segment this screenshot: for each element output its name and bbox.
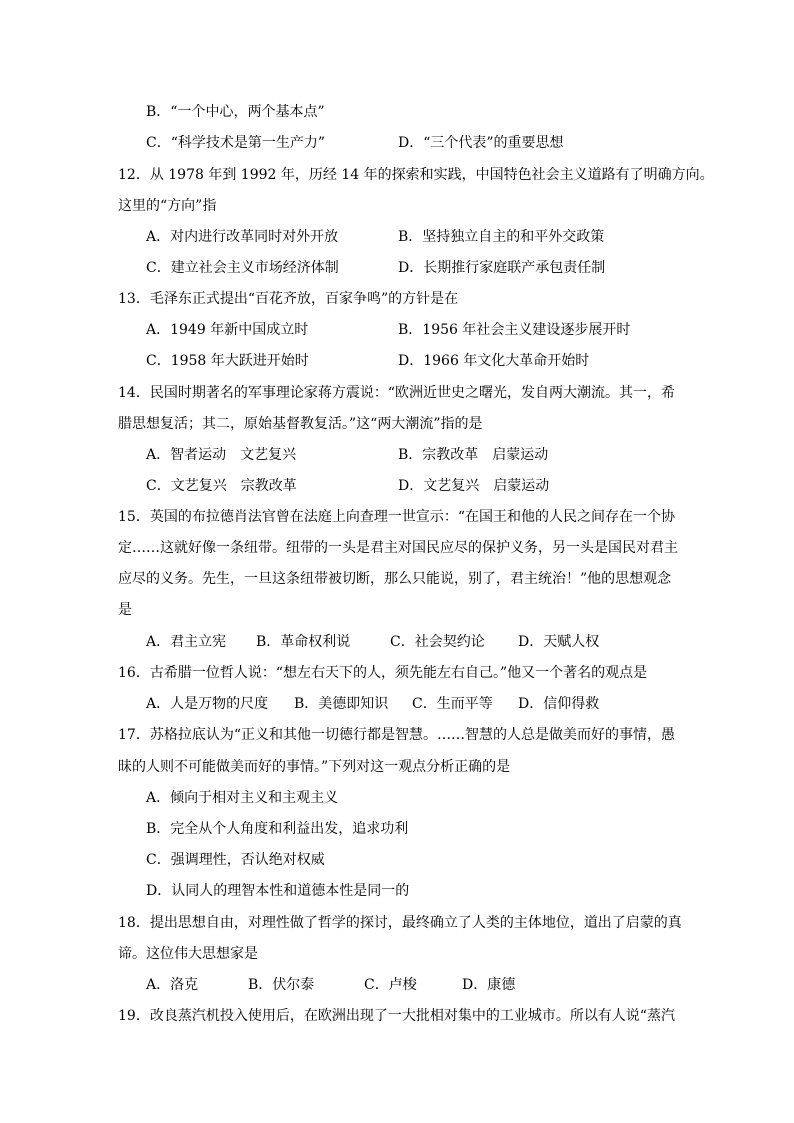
q13-option-d: D．1966 年文化大革命开始时 bbox=[398, 353, 590, 369]
q18-option-a: A．洛克 bbox=[146, 977, 199, 993]
q16-option-d: D．信仰得救 bbox=[518, 696, 600, 712]
q12-stem-line2: 这里的“方向”指 bbox=[118, 198, 217, 214]
q12-stem-line1: 12．从 1978 年到 1992 年，历经 14 年的探索和实践，中国特色社会主义道路有了明确方向。 bbox=[118, 167, 714, 183]
q12-option-d: D．长期推行家庭联产承包责任制 bbox=[398, 260, 606, 276]
q15-stem-line2: 定……这就好像一条纽带。纽带的一头是君主对国民应尽的保护义务，另一头是国民对君主 bbox=[118, 540, 678, 556]
q11-option-b: B．“一个中心，两个基本点” bbox=[146, 104, 325, 120]
q18-stem-line2: 谛。这位伟大思想家是 bbox=[118, 946, 258, 962]
q18-option-b: B．伏尔泰 bbox=[248, 977, 315, 993]
q12-option-a: A．对内进行改革同时对外开放 bbox=[146, 229, 339, 245]
q16-option-c: C．生而平等 bbox=[412, 696, 493, 712]
q11-option-d: D．“三个代表”的重要思想 bbox=[398, 135, 564, 151]
q14-option-b: B．宗教改革 启蒙运动 bbox=[398, 447, 549, 463]
q17-option-d: D．认同人的理智本性和道德本性是同一的 bbox=[146, 883, 410, 899]
q15-option-d: D．天赋人权 bbox=[518, 634, 600, 650]
q14-stem-line1: 14．民国时期著名的军事理论家蒋方震说：“欧洲近世史之曙光，发自两大潮流。其一，希 bbox=[118, 385, 675, 401]
q12-option-b: B．坚持独立自主的和平外交政策 bbox=[398, 229, 605, 245]
q14-option-a: A．智者运动 文艺复兴 bbox=[146, 447, 297, 463]
q16-stem-line1: 16．古希腊一位哲人说：“想左右天下的人，须先能左右自己。”他又一个著名的观点是 bbox=[118, 665, 648, 681]
q15-stem-line3: 应尽的义务。先生，一旦这条纽带被切断，那么只能说，别了，君主统治！”他的思想观念 bbox=[118, 571, 672, 587]
q16-option-a: A．人是万物的尺度 bbox=[146, 696, 269, 712]
q15-option-b: B．革命权利说 bbox=[256, 634, 351, 650]
q14-stem-line2: 腊思想复活；其二，原始基督教复活。”这“两大潮流”指的是 bbox=[118, 416, 483, 432]
q17-stem-line2: 昧的人则不可能做美而好的事情。”下列对这一观点分析正确的是 bbox=[118, 759, 511, 775]
q13-option-c: C．1958 年大跃进开始时 bbox=[146, 353, 309, 369]
q18-option-c: C．卢梭 bbox=[364, 977, 417, 993]
q17-option-a: A．倾向于相对主义和主观主义 bbox=[146, 790, 339, 806]
q18-stem-line1: 18．提出思想自由，对理性做了哲学的探讨，最终确立了人类的主体地位，道出了启蒙的真 bbox=[118, 915, 682, 931]
q13-option-b: B．1956 年社会主义建设逐步展开时 bbox=[398, 322, 631, 338]
q15-option-c: C．社会契约论 bbox=[390, 634, 485, 650]
q17-stem-line1: 17．苏格拉底认为“正义和其他一切德行都是智慧。……智慧的人总是做美而好的事情，愚 bbox=[118, 727, 675, 743]
q17-option-c: C．强调理性，否认绝对权威 bbox=[146, 852, 325, 868]
q18-option-d: D．康德 bbox=[462, 977, 516, 993]
q11-option-c: C．“科学技术是第一生产力” bbox=[146, 135, 326, 151]
q14-option-c: C．文艺复兴 宗教改革 bbox=[146, 478, 297, 494]
q19-stem-line1: 19．改良蒸汽机投入使用后，在欧洲出现了一大批相对集中的工业城市。所以有人说“蒸汽 bbox=[118, 1008, 675, 1024]
q13-stem-line1: 13．毛泽东正式提出“百花齐放，百家争鸣”的方针是在 bbox=[118, 291, 459, 307]
q15-stem-line1: 15．英国的布拉德肖法官曾在法庭上向查理一世宣示：“在国王和他的人民之间存在一个协 bbox=[118, 509, 675, 525]
q17-option-b: B．完全从个人角度和利益出发，追求功利 bbox=[146, 821, 409, 837]
q15-option-a: A．君主立宪 bbox=[146, 634, 227, 650]
q16-option-b: B．美德即知识 bbox=[294, 696, 389, 712]
q13-option-a: A．1949 年新中国成立时 bbox=[146, 322, 309, 338]
q14-option-d: D．文艺复兴 启蒙运动 bbox=[398, 478, 550, 494]
q12-option-c: C．建立社会主义市场经济体制 bbox=[146, 260, 339, 276]
q15-stem-line4: 是 bbox=[118, 602, 132, 618]
